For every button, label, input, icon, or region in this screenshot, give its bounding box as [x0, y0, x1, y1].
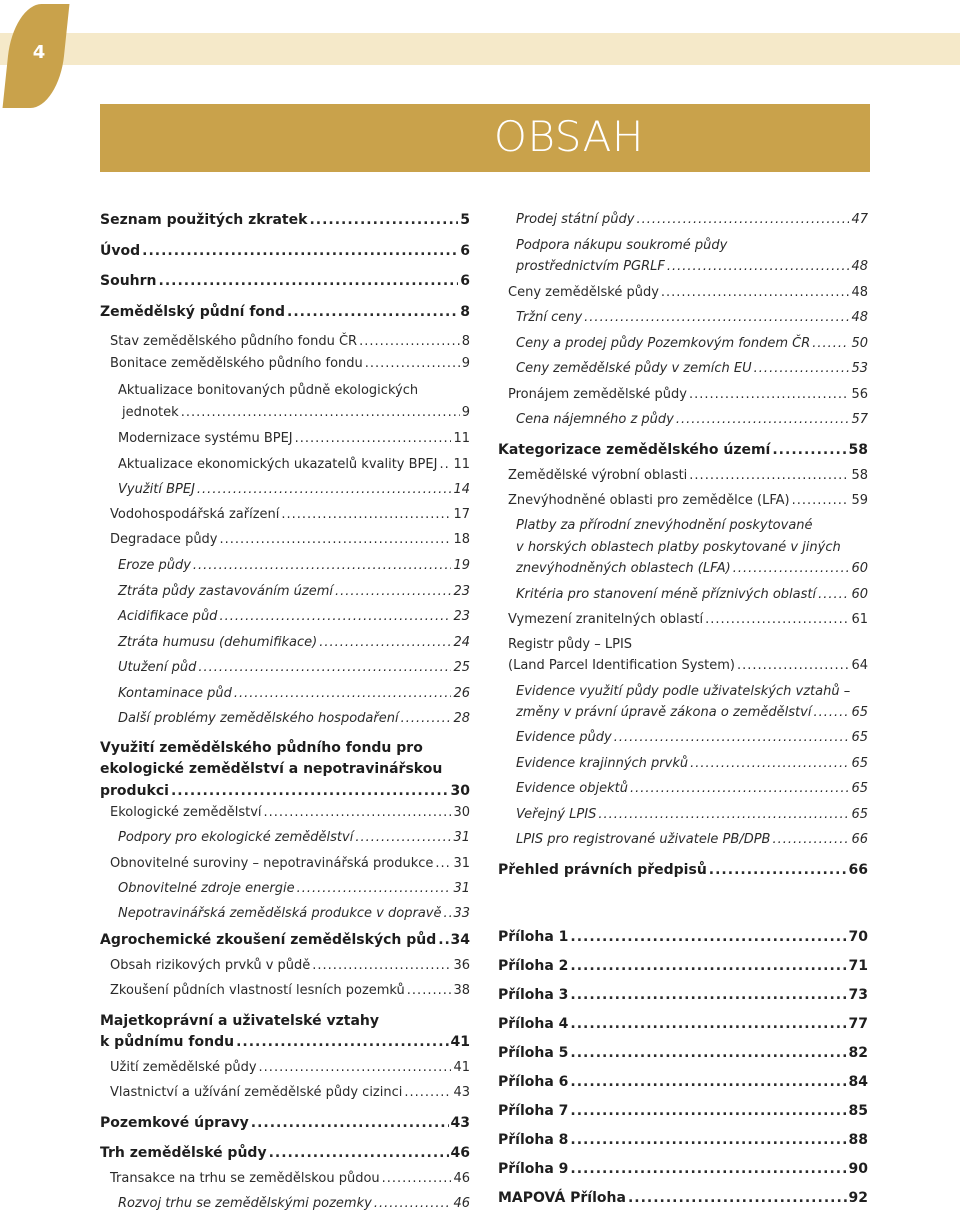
toc-page-number: 19	[453, 558, 470, 573]
toc-entry-label: Veřejný LPIS	[516, 807, 597, 822]
toc-entry[interactable]	[498, 929, 868, 945]
toc-entry[interactable]	[118, 635, 470, 651]
toc-leader-dots	[637, 212, 850, 228]
toc-entry-label: Pronájem zemědělské půdy	[508, 387, 687, 402]
toc-page-number: 31	[453, 856, 470, 871]
toc-leader-dots	[439, 457, 451, 473]
toc-entry[interactable]	[516, 259, 868, 275]
toc-entry-label: Ztráta humusu (dehumifikace)	[118, 635, 318, 650]
toc-entry-label: Příloha 2	[498, 958, 569, 974]
toc-entry-label: Seznam použitých zkratek	[100, 212, 308, 228]
toc-leader-dots	[374, 1196, 452, 1212]
toc-leader-dots	[193, 558, 452, 574]
toc-entry-label: Eroze půdy	[118, 558, 191, 573]
toc-leader-dots	[234, 686, 452, 702]
toc-entry-label: Přehled právních předpisů	[498, 862, 707, 878]
toc-page-number: 30	[450, 783, 470, 799]
toc-entry-label: Evidence půdy	[516, 730, 612, 745]
toc-page-number: 85	[848, 1103, 868, 1119]
toc-leader-dots	[435, 856, 451, 872]
toc-page-number: 64	[851, 658, 868, 673]
toc-entry-label: Příloha 4	[498, 1016, 569, 1032]
toc-leader-dots	[335, 584, 451, 600]
toc-entry[interactable]	[498, 1103, 868, 1119]
toc-leader-dots	[297, 881, 452, 897]
toc-page-number: 43	[450, 1115, 470, 1131]
toc-page-number: 11	[453, 431, 470, 446]
toc-leader-dots	[818, 587, 849, 603]
toc-entry-label: LPIS pro registrované uživatele PB/DPB	[516, 832, 771, 847]
toc-page-number: 36	[453, 958, 470, 973]
toc-leader-dots	[570, 958, 846, 974]
toc-page-number: 73	[848, 987, 868, 1003]
toc-leader-dots	[443, 906, 451, 922]
toc-entry-label: Úvod	[100, 243, 141, 259]
toc-entry[interactable]	[516, 561, 868, 577]
toc-page-number: 30	[453, 805, 470, 820]
toc-page-number: 60	[851, 561, 868, 576]
toc-entry-label: produkci	[100, 783, 169, 799]
toc-leader-dots	[813, 705, 849, 721]
toc-entry[interactable]	[110, 507, 470, 523]
toc-entry-label: Příloha 3	[498, 987, 569, 1003]
toc-leader-dots	[401, 711, 452, 727]
toc-page-number: 47	[851, 212, 868, 227]
toc-entry[interactable]	[100, 243, 470, 259]
toc-entry[interactable]	[498, 1190, 868, 1206]
toc-page-number: 53	[851, 361, 868, 376]
toc-leader-dots	[614, 730, 850, 746]
toc-page-number: 6	[460, 273, 470, 289]
toc-entry-label: Aktualizace ekonomických ukazatelů kvality BPEJ	[118, 457, 438, 472]
toc-entry-label: k půdnímu fondu	[100, 1034, 235, 1050]
toc-entry-line: ekologické zemědělství a nepotravinářskou	[100, 761, 443, 777]
toc-leader-dots	[733, 561, 850, 577]
toc-entry-label: Evidence objektů	[516, 781, 628, 796]
toc-leader-dots	[570, 1016, 846, 1032]
toc-entry[interactable]	[100, 783, 470, 799]
toc-entry-label: Nepotravinářská zemědělská produkce v dopravě	[118, 906, 442, 921]
toc-entry-label: Ceny zemědělské půdy	[508, 285, 659, 300]
toc-entry[interactable]	[516, 832, 868, 848]
toc-page-number: 8	[461, 334, 470, 349]
toc-leader-dots	[355, 830, 451, 846]
toc-page-number: 61	[851, 612, 868, 627]
toc-entry[interactable]	[498, 1016, 868, 1032]
toc-entry-label: Cena nájemného z půdy	[516, 412, 674, 427]
toc-page-number: 65	[851, 705, 868, 720]
toc-entry[interactable]	[516, 730, 868, 746]
toc-entry[interactable]	[516, 756, 868, 772]
toc-page-number: 65	[851, 807, 868, 822]
toc-page-number: 8	[460, 304, 470, 320]
toc-entry[interactable]	[110, 1060, 470, 1076]
toc-leader-dots	[709, 862, 847, 878]
toc-page-number: 57	[851, 412, 868, 427]
toc-entry-line: v horských oblastech platby poskytované v jiných	[516, 540, 841, 555]
toc-page-number: 34	[450, 932, 470, 948]
toc-page-number: 28	[453, 711, 470, 726]
toc-leader-dots	[159, 273, 459, 289]
toc-entry-label: Kontaminace půd	[118, 686, 232, 701]
toc-leader-dots	[792, 493, 850, 509]
toc-entry-line: Využití zemědělského půdního fondu pro	[100, 740, 423, 756]
toc-leader-dots	[667, 259, 850, 275]
toc-page-number: 56	[851, 387, 868, 402]
toc-entry[interactable]	[498, 987, 868, 1003]
toc-page-number: 58	[848, 442, 868, 458]
toc-entry[interactable]	[516, 412, 868, 428]
toc-entry[interactable]	[100, 1145, 470, 1161]
toc-page-number: 41	[450, 1034, 470, 1050]
toc-entry[interactable]	[516, 212, 868, 228]
toc-entry-label: Tržní ceny	[516, 310, 583, 325]
toc-leader-dots	[570, 1132, 846, 1148]
toc-entry[interactable]	[508, 387, 868, 403]
toc-entry-line: Majetkoprávní a uživatelské vztahy	[100, 1013, 379, 1029]
toc-entry[interactable]	[118, 431, 470, 447]
toc-entry[interactable]	[110, 856, 470, 872]
toc-page-number: 92	[848, 1190, 868, 1206]
toc-entry[interactable]	[118, 660, 470, 676]
toc-page-number: 23	[453, 584, 470, 599]
toc-leader-dots	[181, 405, 460, 421]
toc-entry-label: znevýhodněných oblastech (LFA)	[516, 561, 731, 576]
toc-entry[interactable]	[516, 336, 868, 352]
toc-entry[interactable]	[122, 405, 470, 421]
toc-entry-label: Zemědělský půdní fond	[100, 304, 286, 320]
toc-page-number: 58	[851, 468, 868, 483]
toc-page-number: 48	[851, 310, 868, 325]
toc-entry[interactable]	[118, 1196, 470, 1212]
toc-page-number: 71	[848, 958, 868, 974]
toc-entry-label: Evidence krajinných prvků	[516, 756, 689, 771]
toc-entry[interactable]	[110, 334, 470, 350]
toc-entry[interactable]	[516, 705, 868, 721]
toc-entry-label: Příloha 7	[498, 1103, 569, 1119]
toc-leader-dots	[598, 807, 849, 823]
toc-entry[interactable]	[100, 212, 470, 228]
toc-entry-label: Acidifikace půd	[118, 609, 218, 624]
toc-entry-line: Platby za přírodní znevýhodnění poskytované	[516, 518, 813, 533]
toc-entry-label: Příloha 9	[498, 1161, 569, 1177]
toc-leader-dots	[812, 336, 849, 352]
toc-leader-dots	[269, 1145, 449, 1161]
toc-entry-label: Zkoušení půdních vlastností lesních pozemků	[110, 983, 405, 998]
toc-entry-label: Modernizace systému BPEJ	[118, 431, 293, 446]
toc-leader-dots	[287, 304, 458, 320]
toc-entry-label: MAPOVÁ Příloha	[498, 1190, 626, 1206]
toc-entry-label: jednotek	[122, 405, 179, 420]
toc-leader-dots	[630, 781, 849, 797]
toc-page-number: 5	[460, 212, 470, 228]
toc-leader-dots	[312, 958, 451, 974]
toc-entry-label: Vodohospodářská zařízení	[110, 507, 280, 522]
toc-page-number: 65	[851, 781, 868, 796]
toc-page-number: 48	[851, 285, 868, 300]
toc-page-number: 31	[453, 881, 470, 896]
toc-entry-label: Agrochemické zkoušení zemědělských půd	[100, 932, 437, 948]
toc-entry[interactable]	[100, 273, 470, 289]
toc-entry-label: Transakce na trhu se zemědělskou půdou	[110, 1171, 380, 1186]
toc-entry-label: Obnovitelné zdroje energie	[118, 881, 295, 896]
toc-entry-label: Podpory pro ekologické zemědělství	[118, 830, 354, 845]
toc-leader-dots	[772, 832, 849, 848]
page-number: 4	[32, 42, 46, 63]
toc-entry[interactable]	[516, 361, 868, 377]
toc-page-number: 31	[453, 830, 470, 845]
toc-entry[interactable]	[118, 457, 470, 473]
toc-leader-dots	[628, 1190, 847, 1206]
toc-page-number: 46	[453, 1196, 470, 1211]
title-band	[100, 104, 870, 172]
toc-entry-label: Příloha 5	[498, 1045, 569, 1061]
toc-leader-dots	[689, 387, 849, 403]
toc-leader-dots	[570, 1103, 846, 1119]
toc-entry[interactable]	[516, 310, 868, 326]
toc-entry[interactable]	[110, 356, 470, 372]
toc-entry-line: Evidence využití půdy podle uživatelských vztahů –	[516, 684, 851, 699]
toc-entry[interactable]	[508, 493, 868, 509]
toc-entry[interactable]	[110, 1171, 470, 1187]
toc-leader-dots	[438, 932, 448, 948]
toc-page-number: 60	[851, 587, 868, 602]
toc-leader-dots	[359, 334, 460, 350]
toc-entry-label: Znevýhodněné oblasti pro zemědělce (LFA)	[508, 493, 790, 508]
toc-page-number: 23	[453, 609, 470, 624]
toc-page-number: 84	[848, 1074, 868, 1090]
toc-entry-label: Další problémy zemědělského hospodaření	[118, 711, 399, 726]
toc-entry[interactable]	[118, 906, 470, 922]
toc-leader-dots	[319, 635, 451, 651]
toc-entry-label: Příloha 8	[498, 1132, 569, 1148]
toc-entry-label: Ceny zemědělské půdy v zemích EU	[516, 361, 752, 376]
toc-page-number: 70	[848, 929, 868, 945]
toc-entry[interactable]	[118, 830, 470, 846]
toc-entry-label: Příloha 6	[498, 1074, 569, 1090]
toc-entry[interactable]	[508, 658, 868, 674]
toc-entry-label: změny v právní úpravě zákona o zemědělství	[516, 705, 812, 720]
toc-entry[interactable]	[118, 686, 470, 702]
toc-page-number: 50	[851, 336, 868, 351]
toc-entry-label: Pozemkové úpravy	[100, 1115, 249, 1131]
toc-leader-dots	[197, 482, 452, 498]
toc-entry[interactable]	[516, 781, 868, 797]
toc-entry-label: Kategorizace zemědělského území	[498, 442, 771, 458]
toc-entry-label: Prodej státní půdy	[516, 212, 635, 227]
toc-page-number: 66	[848, 862, 868, 878]
toc-entry[interactable]	[100, 1034, 470, 1050]
toc-leader-dots	[171, 783, 449, 799]
toc-leader-dots	[737, 658, 849, 674]
toc-entry-label: Obnovitelné suroviny – nepotravinářská produkce	[110, 856, 434, 871]
toc-entry-label: prostřednictvím PGRLF	[516, 259, 665, 274]
toc-page-number: 25	[453, 660, 470, 675]
toc-page-number: 26	[453, 686, 470, 701]
toc-leader-dots	[754, 361, 850, 377]
toc-page-number: 77	[848, 1016, 868, 1032]
toc-page-number: 9	[461, 356, 470, 371]
toc-page-number: 24	[453, 635, 470, 650]
toc-entry-label: Ztráta půdy zastavováním území	[118, 584, 333, 599]
toc-entry-line: Aktualizace bonitovaných půdně ekologických	[118, 383, 419, 398]
toc-entry[interactable]	[508, 468, 868, 484]
toc-leader-dots	[705, 612, 849, 628]
toc-leader-dots	[570, 1045, 846, 1061]
toc-page-number: 11	[453, 457, 470, 472]
toc-page-number: 88	[848, 1132, 868, 1148]
toc-entry-label: Ekologické zemědělství	[110, 805, 262, 820]
toc-entry-line: Podpora nákupu soukromé půdy	[516, 238, 728, 253]
toc-entry[interactable]	[118, 558, 470, 574]
toc-leader-dots	[220, 532, 452, 548]
toc-entry[interactable]	[516, 807, 868, 823]
toc-entry-label: Užití zemědělské půdy	[110, 1060, 257, 1075]
toc-page-number: 46	[450, 1145, 470, 1161]
toc-entry-label: Zemědělské výrobní oblasti	[508, 468, 688, 483]
toc-leader-dots	[219, 609, 451, 625]
toc-leader-dots	[689, 468, 849, 484]
toc-page-number: 90	[848, 1161, 868, 1177]
toc-entry-label: Vymezení zranitelných oblastí	[508, 612, 704, 627]
toc-entry[interactable]	[498, 442, 868, 458]
toc-entry[interactable]	[498, 958, 868, 974]
toc-leader-dots	[281, 507, 451, 523]
toc-entry[interactable]	[110, 805, 470, 821]
toc-leader-dots	[236, 1034, 448, 1050]
toc-entry[interactable]	[110, 958, 470, 974]
toc-entry[interactable]	[508, 612, 868, 628]
toc-entry-label: Příloha 1	[498, 929, 569, 945]
toc-entry[interactable]	[118, 609, 470, 625]
toc-entry[interactable]	[110, 1085, 470, 1101]
toc-page-number: 6	[460, 243, 470, 259]
toc-page-number: 9	[461, 405, 470, 420]
toc-entry[interactable]	[100, 304, 470, 320]
toc-entry-label: Souhrn	[100, 273, 157, 289]
page-title: OBSAH	[493, 112, 644, 161]
toc-entry[interactable]	[498, 862, 868, 878]
toc-entry[interactable]	[100, 932, 470, 948]
toc-page-number: 41	[453, 1060, 470, 1075]
toc-leader-dots	[661, 285, 850, 301]
toc-page-number: 14	[453, 482, 470, 497]
toc-entry[interactable]	[118, 584, 470, 600]
toc-leader-dots	[584, 310, 849, 326]
toc-leader-dots	[365, 356, 460, 372]
toc-entry-label: Utužení půd	[118, 660, 197, 675]
toc-page-number: 18	[453, 532, 470, 547]
toc-leader-dots	[570, 929, 846, 945]
toc-entry[interactable]	[100, 1115, 470, 1131]
toc-entry-label: Kritéria pro stanovení méně příznivých oblastí	[516, 587, 817, 602]
toc-entry[interactable]	[110, 532, 470, 548]
toc-entry[interactable]	[118, 881, 470, 897]
toc-entry-label: Využití BPEJ	[118, 482, 195, 497]
toc-leader-dots	[382, 1171, 452, 1187]
toc-page-number: 46	[453, 1171, 470, 1186]
toc-leader-dots	[309, 212, 458, 228]
toc-page-number: 65	[851, 730, 868, 745]
toc-leader-dots	[264, 805, 452, 821]
toc-leader-dots	[259, 1060, 452, 1076]
toc-entry[interactable]	[498, 1161, 868, 1177]
toc-entry[interactable]	[118, 711, 470, 727]
toc-leader-dots	[570, 987, 846, 1003]
toc-page-number: 82	[848, 1045, 868, 1061]
toc-entry[interactable]	[498, 1132, 868, 1148]
toc-leader-dots	[142, 243, 458, 259]
toc-page-number: 65	[851, 756, 868, 771]
toc-leader-dots	[772, 442, 846, 458]
toc-page-number: 38	[453, 983, 470, 998]
toc-entry[interactable]	[516, 587, 868, 603]
toc-entry-label: Ceny a prodej půdy Pozemkovým fondem ČR	[516, 336, 811, 351]
toc-entry-label: Rozvoj trhu se zemědělskými pozemky	[118, 1196, 372, 1211]
toc-entry-label: Trh zemědělské půdy	[100, 1145, 267, 1161]
toc-page-number: 48	[851, 259, 868, 274]
toc-entry-label: (Land Parcel Identification System)	[508, 658, 735, 673]
toc-entry[interactable]	[498, 1074, 868, 1090]
toc-leader-dots	[404, 1085, 451, 1101]
toc-leader-dots	[251, 1115, 449, 1131]
toc-entry-label: Vlastnictví a užívání zemědělské půdy cizinci	[110, 1085, 403, 1100]
toc-leader-dots	[676, 412, 850, 428]
toc-leader-dots	[407, 983, 452, 999]
toc-leader-dots	[198, 660, 451, 676]
toc-leader-dots	[570, 1074, 846, 1090]
toc-leader-dots	[690, 756, 849, 772]
toc-page-number: 17	[453, 507, 470, 522]
toc-entry[interactable]	[498, 1045, 868, 1061]
toc-entry[interactable]	[110, 983, 470, 999]
toc-entry-label: Degradace půdy	[110, 532, 218, 547]
toc-page-number: 33	[453, 906, 470, 921]
toc-entry-label: Stav zemědělského půdního fondu ČR	[110, 334, 358, 349]
toc-page-number: 66	[851, 832, 868, 847]
header-band	[0, 33, 960, 65]
toc-leader-dots	[570, 1161, 846, 1177]
toc-entry-line: Registr půdy – LPIS	[508, 637, 633, 652]
toc-page-number: 59	[851, 493, 868, 508]
toc-entry[interactable]	[118, 482, 470, 498]
toc-leader-dots	[295, 431, 452, 447]
toc-entry-label: Obsah rizikových prvků v půdě	[110, 958, 311, 973]
toc-entry[interactable]	[508, 285, 868, 301]
toc-page-number: 43	[453, 1085, 470, 1100]
toc-entry-label: Bonitace zemědělského půdního fondu	[110, 356, 363, 371]
